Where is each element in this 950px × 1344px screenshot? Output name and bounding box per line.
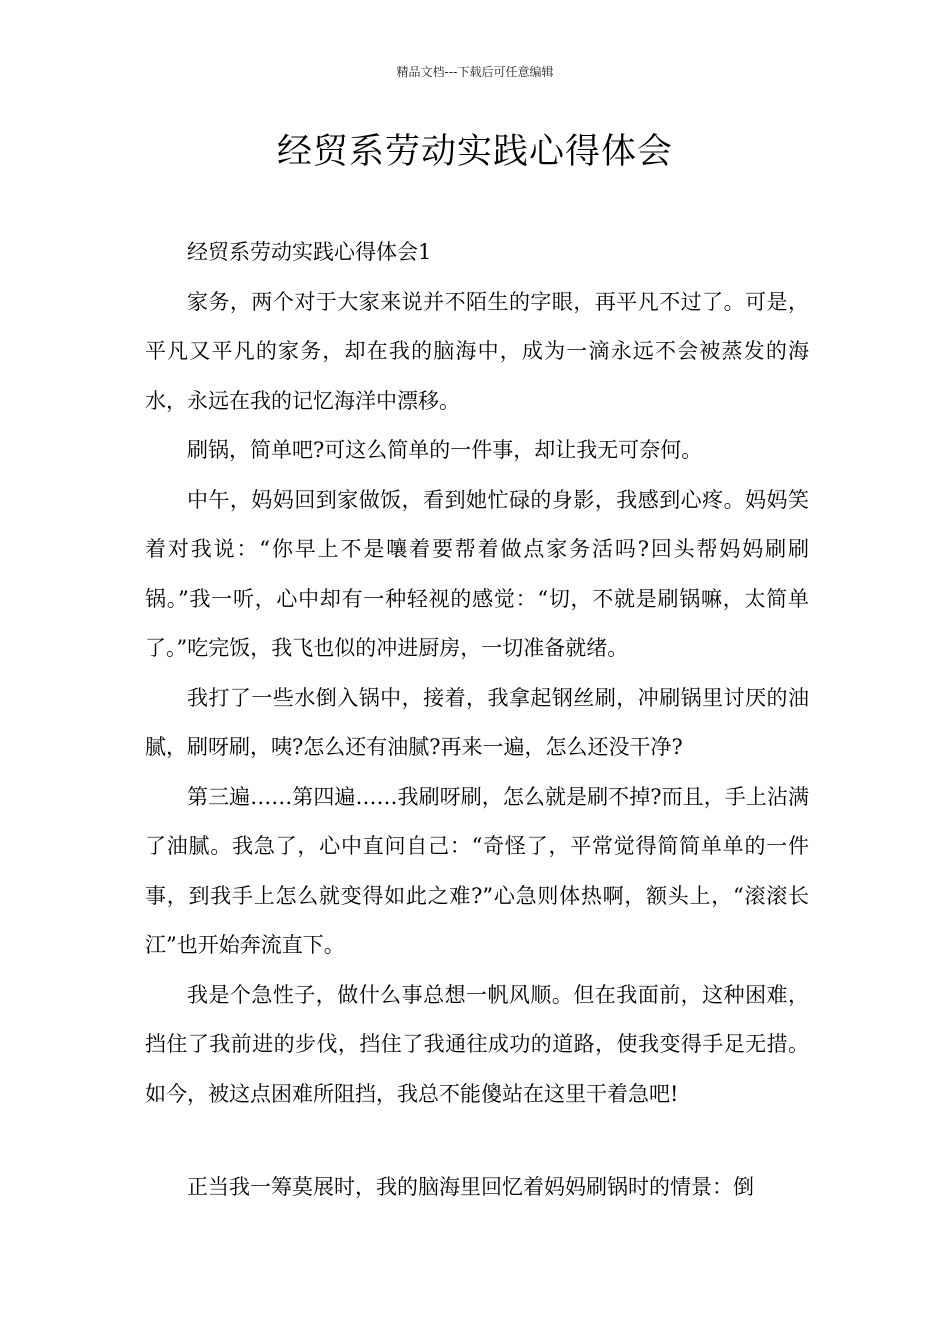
body-paragraph: 家务，两个对于大家来说并不陌生的字眼，再平凡不过了。可是，平凡又平凡的家务，却在我的脑海中，成为一滴永远不会被蒸发的海水，永远在我的记忆海洋中漂移。 — [145, 289, 809, 413]
header-note: 精品文档---下载后可任意编辑 — [396, 65, 554, 79]
document-title: 经贸系劳动实践心得体会 — [276, 132, 673, 172]
body-paragraph: 我是个急性子，做什么事总想一帆风顺。但在我面前，这种困难，挡住了我前进的步伐，挡住了我通往成功的道路，使我变得手足无措。如今，被这点困难所阻挡，我总不能傻站在这里干着急吧! — [145, 982, 809, 1106]
body-paragraph: 刷锅，简单吧?可这么简单的一件事，却让我无可奈何。 — [187, 438, 703, 462]
subtitle-paragraph: 经贸系劳动实践心得体会1 — [187, 240, 432, 264]
body-paragraph: 中午，妈妈回到家做饭，看到她忙碌的身影，我感到心疼。妈妈笑着对我说：“你早上不是嚷着要帮着做点家务活吗?回头帮妈妈刷刷锅。”我一听，心中却有一种轻视的感觉：“切，不就是刷锅嘛，太简单了。”吃完饭，我飞也似的冲进厨房，一切准备就绪。 — [145, 487, 809, 660]
body-paragraph: 正当我一筹莫展时，我的脑海里回忆着妈妈刷锅时的情景：倒 — [187, 1175, 754, 1199]
body-paragraph: 我打了一些水倒入锅中，接着，我拿起钢丝刷，冲刷锅里讨厌的油腻，刷呀刷，咦?怎么还有油腻?再来一遍，怎么还没干净? — [145, 685, 809, 759]
body-paragraph: 第三遍……第四遍……我刷呀刷，怎么就是刷不掉?而且，手上沾满了油腻。我急了，心中直问自己：“奇怪了，平常觉得简简单单的一件事，到我手上怎么就变得如此之难?”心急则体热啊，额头上，“滚滚长江”也开始奔流直下。 — [145, 784, 809, 957]
document-body — [145, 228, 809, 1213]
